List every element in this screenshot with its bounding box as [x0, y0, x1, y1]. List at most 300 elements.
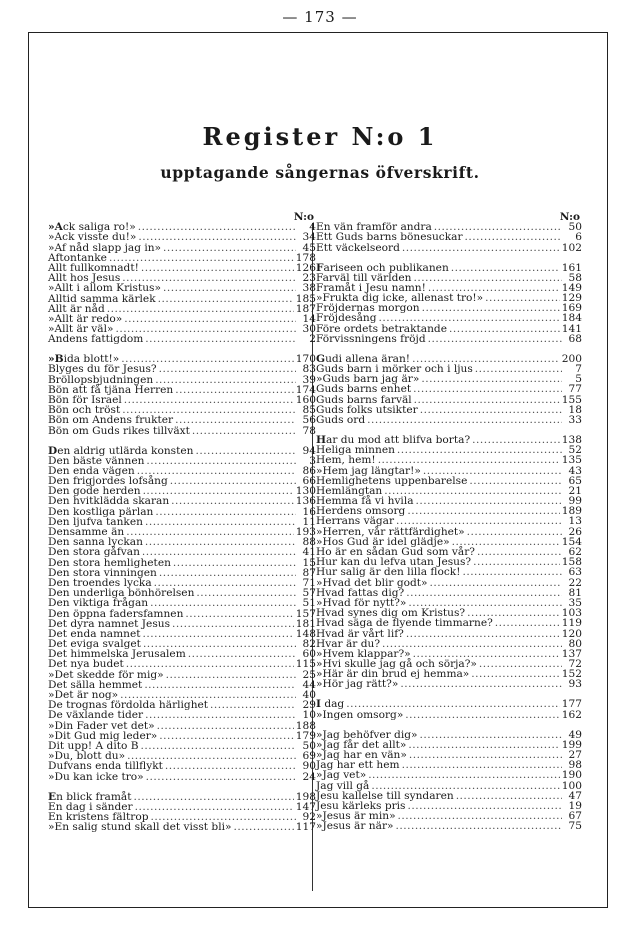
- entry-number: 100: [561, 779, 582, 792]
- letter-group: [316, 435, 582, 690]
- entry-number: 38: [302, 282, 316, 295]
- dot-leader: [195, 446, 296, 456]
- entry-title-text: Den frigjordes lofsång: [48, 475, 168, 488]
- dot-leader: [170, 476, 296, 486]
- right-column: [316, 212, 582, 841]
- right-column-entries: [316, 222, 582, 831]
- dot-leader: [145, 537, 296, 547]
- dot-leader: [473, 557, 560, 567]
- entry-number: 7: [575, 363, 582, 376]
- entry-number: 189: [561, 505, 582, 518]
- entry-title-text: »Hvad för nytt?»: [316, 596, 407, 609]
- entry-number: 65: [568, 474, 582, 487]
- entry-number: 198: [295, 790, 316, 803]
- entry-title-text: »Guds barn jag är»: [316, 373, 420, 386]
- dot-leader: [124, 314, 296, 324]
- entry-number: 190: [561, 769, 582, 782]
- entry-title-text: Guds folks utsikter: [316, 403, 418, 416]
- entry-title-text: Jag vill gå: [316, 779, 370, 792]
- entry-title-text: Förvissningens fröjd: [316, 332, 426, 345]
- entry-number: 170: [295, 353, 316, 366]
- entry-title-text: En kristens fältrop: [48, 810, 149, 823]
- entry-number: 63: [568, 566, 582, 579]
- entry-title-text: Heliga minnen: [316, 444, 395, 457]
- dot-leader: [456, 791, 562, 801]
- entry-title-text: Den hvitklädda skaran: [48, 495, 170, 508]
- entry-number: 6: [575, 231, 582, 244]
- entry-title-text: »Hos Gud är idel glädje»: [316, 535, 450, 548]
- dot-leader: [368, 770, 560, 780]
- entry-number: 56: [302, 414, 316, 427]
- entry-number: 34: [302, 231, 316, 244]
- entry-number: 10: [302, 709, 316, 722]
- entry-number: 87: [302, 566, 316, 579]
- dot-leader: [408, 801, 563, 811]
- entry-number: 49: [568, 728, 582, 741]
- dot-leader: [462, 567, 562, 577]
- entry-title-text: Guds ord: [316, 413, 366, 426]
- dot-leader: [158, 294, 294, 304]
- entry-number: 19: [568, 799, 582, 812]
- entry-number: 93: [568, 678, 582, 691]
- index-entry: [316, 334, 582, 344]
- entry-title-text: Guds barns farväl: [316, 393, 412, 406]
- entry-number: 193: [295, 526, 316, 539]
- entry-title-text: »Ack visste du!»: [48, 231, 137, 244]
- entry-number: 188: [295, 719, 316, 732]
- entry-title-text: Dit upp! A dito B: [48, 739, 139, 752]
- entry-number: 50: [568, 221, 582, 234]
- entry-title-text: Guds barn i mörker och i ljus: [316, 363, 473, 376]
- entry-title-text: Ett Guds barns bönesuckar: [316, 231, 463, 244]
- dot-leader: [159, 568, 296, 578]
- entry-number: 154: [561, 535, 582, 548]
- entry-title-text: Den sanna lyckan: [48, 536, 143, 549]
- entry-title-text: Farväl till världen: [316, 271, 412, 284]
- dot-leader: [465, 232, 562, 242]
- entry-number: 52: [568, 444, 582, 457]
- entry-title-text: »Allt är väl»: [48, 323, 114, 336]
- entry-number: 169: [561, 302, 582, 315]
- entry-title-text: dag: [320, 698, 345, 711]
- entry-title-text: Allt hos Jesus: [48, 272, 121, 285]
- dot-leader: [185, 609, 293, 619]
- dot-leader: [107, 304, 294, 314]
- entry-title-text: ariseen och publikanen: [323, 261, 449, 274]
- entry-title-text: »Jesus är min»: [316, 810, 396, 823]
- entry-title-text: Hemma få vi hvila: [316, 495, 414, 508]
- entry-number: 138: [561, 433, 582, 446]
- dot-leader: [422, 303, 560, 313]
- letter-group: [316, 222, 582, 253]
- entry-title-text: Den stora vinningen: [48, 566, 157, 579]
- letter-group: [316, 354, 582, 425]
- entry-initial: »B: [48, 353, 64, 366]
- dot-leader: [172, 619, 294, 629]
- entry-number: 90: [302, 760, 316, 773]
- dot-leader: [146, 772, 296, 782]
- entry-title: [48, 772, 144, 782]
- dot-leader: [138, 232, 296, 242]
- entry-number: 157: [295, 607, 316, 620]
- entry-title-text: »Herren, vår rättfärdighet»: [316, 525, 465, 538]
- entry-title-text: Den viktiga frågan: [48, 597, 149, 610]
- dot-leader: [124, 395, 294, 405]
- index-entry: [316, 821, 582, 831]
- entry-title-text: Herdens omsorg: [316, 505, 406, 518]
- index-entry: [48, 426, 316, 436]
- entry-title-text: Före ordets betraktande: [316, 322, 447, 335]
- entry-number: 126: [295, 261, 316, 274]
- entry-number: 33: [568, 413, 582, 426]
- entry-title-text: Bröllopsbjudningen: [48, 373, 154, 386]
- entry-title-text: Allt är nåd: [48, 302, 105, 315]
- dot-leader: [175, 385, 294, 395]
- entry-number: 85: [302, 404, 316, 417]
- entry-number: 200: [561, 352, 582, 365]
- entry-title-text: »Det är nog»: [48, 689, 119, 702]
- left-column: [48, 212, 316, 842]
- dot-leader: [400, 679, 562, 689]
- entry-number: 41: [302, 546, 316, 559]
- dot-leader: [475, 364, 562, 374]
- entry-title-text: Det nya budet: [48, 658, 124, 671]
- entry-number: 86: [302, 464, 316, 477]
- letter-group: [316, 730, 582, 832]
- entry-title: [316, 679, 398, 689]
- entry-initial: I: [316, 698, 321, 711]
- entry-title: [48, 334, 143, 344]
- letter-group: [316, 263, 582, 345]
- dot-leader: [485, 293, 560, 303]
- entry-number: 62: [568, 546, 582, 559]
- index-entry: [316, 243, 582, 253]
- entry-title: [316, 710, 403, 720]
- entry-number: 136: [295, 495, 316, 508]
- dot-leader: [416, 496, 562, 506]
- entry-number: 92: [302, 810, 316, 823]
- entry-title-text: Jesu kallelse till syndaren: [316, 789, 454, 802]
- entry-number: 18: [568, 403, 582, 416]
- entry-number: 47: [568, 789, 582, 802]
- entry-number: 148: [295, 627, 316, 640]
- dot-leader: [146, 456, 296, 466]
- dot-leader: [449, 324, 560, 334]
- entry-title-text: Den stora hemligheten: [48, 556, 171, 569]
- entry-title-text: Bön att få tjäna Herren: [48, 383, 174, 396]
- dot-leader: [163, 243, 296, 253]
- entry-number: 152: [561, 668, 582, 681]
- entry-initial: »A: [48, 221, 63, 234]
- entry-title-text: Den underliga bönhörelsen: [48, 587, 195, 600]
- entry-title-text: Fröjdernas morgon: [316, 302, 420, 315]
- entry-number: 174: [295, 383, 316, 396]
- dot-leader: [163, 283, 296, 293]
- entry-title-text: Hvar är du?: [316, 637, 381, 650]
- entry-number: 71: [302, 576, 316, 589]
- entry-number: 60: [302, 648, 316, 661]
- dot-leader: [155, 507, 296, 517]
- dot-leader: [408, 740, 559, 750]
- dot-leader: [188, 649, 296, 659]
- entry-number: 16: [302, 505, 316, 518]
- dot-leader: [367, 415, 562, 425]
- entry-title-text: »En salig stund skall det visst bli»: [48, 821, 232, 834]
- entry-number: 77: [568, 383, 582, 396]
- entry-number: 24: [302, 770, 316, 783]
- dot-leader: [430, 578, 562, 588]
- entry-number: 44: [302, 678, 316, 691]
- entry-number: 94: [302, 444, 316, 457]
- entry-title-text: »Af nåd slapp jag in»: [48, 241, 162, 254]
- dot-leader: [133, 792, 293, 802]
- entry-title-text: »Hör jag rätt?»: [316, 678, 399, 691]
- entry-title-text: Ett väckelseord: [316, 241, 400, 254]
- letter-group: [48, 222, 316, 344]
- entry-title-text: Ho är en sådan Gud som vår?: [316, 546, 475, 559]
- entry-title-text: Den öppna fadersfamnen: [48, 607, 184, 620]
- dot-leader: [145, 710, 296, 720]
- entry-number: 4: [309, 221, 316, 234]
- entry-title-text: Det sälla hemmet: [48, 678, 143, 691]
- entry-title-text: ar du mod att blifva borta?: [326, 433, 471, 446]
- dot-leader: [171, 496, 294, 506]
- dot-leader: [126, 527, 294, 537]
- entry-number: 162: [561, 708, 582, 721]
- entry-title-text: Hur kan du lefva utan Jesus?: [316, 556, 472, 569]
- entry-number: 2: [309, 333, 316, 346]
- entry-number: 83: [302, 363, 316, 376]
- entry-title-text: Hvad är vårt lif?: [316, 627, 404, 640]
- entry-title: [48, 426, 190, 436]
- index-entry: [48, 822, 316, 832]
- dot-leader: [471, 669, 559, 679]
- entry-title-text: Jag har ett hem: [316, 759, 400, 772]
- dot-leader: [145, 517, 296, 527]
- entry-title-text: Bön om Guds rikes tillväxt: [48, 424, 190, 437]
- index-entry: [316, 710, 582, 720]
- entry-number: 119: [561, 617, 582, 630]
- entry-title-text: Det eviga svalget: [48, 638, 141, 651]
- entry-title-text: Dufvans enda tillflykt: [48, 760, 163, 773]
- dot-leader: [406, 629, 560, 639]
- entry-title-text: Hur salig är den lilla flock!: [316, 566, 461, 579]
- entry-title-text: Jesu kärleks pris: [316, 799, 406, 812]
- entry-number: 137: [561, 647, 582, 660]
- dot-leader: [135, 802, 294, 812]
- entry-number: 57: [302, 587, 316, 600]
- entry-number: 5: [575, 373, 582, 386]
- entry-title-text: ida blott!»: [63, 353, 120, 366]
- dot-leader: [414, 395, 560, 405]
- entry-number: 22: [568, 576, 582, 589]
- dot-leader: [405, 710, 559, 720]
- dot-leader: [210, 700, 296, 710]
- entry-title-text: udi allena äran!: [325, 352, 411, 365]
- entry-number: 177: [561, 698, 582, 711]
- dot-leader: [413, 384, 562, 394]
- entry-number: 14: [302, 312, 316, 325]
- entry-number: 115: [295, 658, 316, 671]
- entry-initial: F: [316, 261, 324, 274]
- entry-number: 78: [302, 424, 316, 437]
- entry-title-text: Den bäste vännen: [48, 454, 145, 467]
- entry-number: 66: [302, 475, 316, 488]
- dot-leader: [409, 750, 562, 760]
- entry-title-text: Det dyra namnet Jesus: [48, 617, 171, 630]
- register-title: Register N:o 1: [202, 122, 438, 151]
- entry-number: 58: [568, 271, 582, 284]
- dot-leader: [398, 811, 562, 821]
- entry-title-text: Fröjdesång: [316, 312, 377, 325]
- entry-number: 178: [295, 251, 316, 264]
- entry-number: 185: [295, 292, 316, 305]
- dot-leader: [192, 426, 296, 436]
- entry-title-text: Andens fattigdom: [48, 333, 144, 346]
- entry-title-text: Herrans vägar: [316, 515, 395, 528]
- dot-leader: [495, 618, 560, 628]
- index-entry: [48, 334, 316, 344]
- entry-title-text: Alltid samma kärlek: [48, 292, 156, 305]
- entry-initial: G: [316, 352, 326, 365]
- dot-leader: [467, 527, 562, 537]
- entry-title-text: Den stora gåfvan: [48, 546, 140, 559]
- entry-title-text: ck saliga ro!»: [62, 221, 136, 234]
- entry-title-text: »Dit Gud mig leder»: [48, 729, 158, 742]
- entry-title-text: Hemlighetens uppenbarelse: [316, 474, 468, 487]
- entry-number: 120: [561, 627, 582, 640]
- entry-number: 30: [302, 323, 316, 336]
- entry-title-text: »Allt är redo»: [48, 312, 123, 325]
- entry-title-text: De växlande tider: [48, 709, 144, 722]
- entry-number: 43: [568, 464, 582, 477]
- dot-leader: [166, 670, 296, 680]
- entry-initial: E: [48, 790, 57, 803]
- dot-leader: [407, 506, 559, 516]
- entry-title-text: Bön om Andens frukter: [48, 414, 174, 427]
- entry-title-text: Bön och tröst: [48, 404, 121, 417]
- entry-number: 88: [302, 536, 316, 549]
- entry-number: 68: [568, 332, 582, 345]
- dot-leader: [477, 547, 562, 557]
- entry-number: 45: [302, 241, 316, 254]
- dot-leader: [419, 730, 562, 740]
- entry-number: 80: [568, 637, 582, 650]
- entry-number: 155: [561, 393, 582, 406]
- entry-title-text: en aldrig utlärda konsten: [57, 444, 194, 457]
- entry-title-text: »Allt i allom Kristus»: [48, 282, 161, 295]
- index-entry: [316, 679, 582, 689]
- entry-title: [48, 822, 231, 832]
- dot-leader: [421, 374, 562, 384]
- index-entry: [48, 772, 316, 782]
- entry-title-text: En vän framför andra: [316, 221, 432, 234]
- entry-title-text: »Här är din brud ej hemma»: [316, 668, 470, 681]
- dot-leader: [406, 588, 562, 598]
- entry-number: 130: [295, 485, 316, 498]
- entry-number: 69: [302, 750, 316, 763]
- entry-number: 3: [309, 454, 316, 467]
- dot-leader: [173, 558, 296, 568]
- entry-number: 158: [561, 556, 582, 569]
- entry-title: [316, 821, 394, 831]
- entry-title-text: »Jag behöfver dig»: [316, 728, 418, 741]
- entry-title-text: Hemlängtan: [316, 484, 383, 497]
- entry-number: 11: [302, 515, 316, 528]
- entry-number: 135: [561, 454, 582, 467]
- page-number: — 173 —: [282, 8, 358, 26]
- index-entry: [316, 415, 582, 425]
- entry-title-text: »Jag vet»: [316, 769, 367, 782]
- entry-title-text: Hvad fattas dig?: [316, 586, 405, 599]
- entry-number: 27: [568, 748, 582, 761]
- entry-number: 75: [568, 820, 582, 833]
- entry-title-text: »Frukta dig icke, allenast tro!»: [316, 292, 484, 305]
- entry-number: 181: [295, 617, 316, 630]
- entry-number: 82: [302, 638, 316, 651]
- entry-number: 98: [568, 759, 582, 772]
- entry-title-text: Den kostliga pärlan: [48, 505, 154, 518]
- entry-number: 187: [295, 302, 316, 315]
- entry-number: 13: [568, 515, 582, 528]
- entry-title-text: Framåt i Jesu namn!: [316, 281, 426, 294]
- entry-number: 99: [568, 495, 582, 508]
- letter-group: [316, 699, 582, 719]
- dot-leader: [144, 680, 296, 690]
- entry-title-text: Aftontanke: [48, 251, 107, 264]
- entry-title-text: Den gode herden: [48, 485, 141, 498]
- entry-title-text: Hvad säga de flyende timmarne?: [316, 617, 493, 630]
- entry-number: 161: [561, 261, 582, 274]
- entry-initial: H: [316, 433, 327, 446]
- dot-leader: [402, 760, 562, 770]
- entry-number: 67: [568, 810, 582, 823]
- number-column-header: N:o: [559, 211, 580, 223]
- entry-title: [316, 243, 400, 253]
- entry-number: 50: [302, 739, 316, 752]
- entry-title-text: En dag i sänder: [48, 800, 133, 813]
- register-subtitle: upptagande sångernas öfverskrift.: [160, 163, 480, 182]
- dot-leader: [145, 334, 296, 344]
- dot-leader: [233, 822, 293, 832]
- number-column-header: N:o: [293, 211, 314, 223]
- letter-group: [48, 354, 316, 436]
- entry-title-text: »Hvi skulle jag gå och sörja?»: [316, 658, 477, 671]
- dot-leader: [175, 415, 296, 425]
- entry-number: 129: [561, 292, 582, 305]
- entry-title: [316, 415, 365, 425]
- dot-leader: [413, 273, 562, 283]
- entry-number: 21: [568, 484, 582, 497]
- entry-number: 23: [302, 272, 316, 285]
- entry-title-text: Allt fullkomnadt!: [48, 261, 139, 274]
- entry-title-text: Guds barns enhet: [316, 383, 412, 396]
- entry-number: 25: [302, 668, 316, 681]
- entry-title-text: »Din Fader vet det»: [48, 719, 155, 732]
- entry-title-text: »Jag har en vän»: [316, 748, 407, 761]
- dot-leader: [479, 659, 562, 669]
- entry-title-text: »Du, blott du»: [48, 750, 126, 763]
- dot-leader: [165, 761, 296, 771]
- dot-leader: [159, 731, 294, 741]
- entry-title-text: Det himmelska Jerusalem: [48, 648, 186, 661]
- entry-title-text: n blick framåt: [56, 790, 132, 803]
- dot-leader: [142, 629, 293, 639]
- entry-title: [316, 334, 426, 344]
- entry-title-text: »Du kan icke tro»: [48, 770, 144, 783]
- entry-number: 149: [561, 281, 582, 294]
- entry-title-text: »Hvem klappar?»: [316, 647, 411, 660]
